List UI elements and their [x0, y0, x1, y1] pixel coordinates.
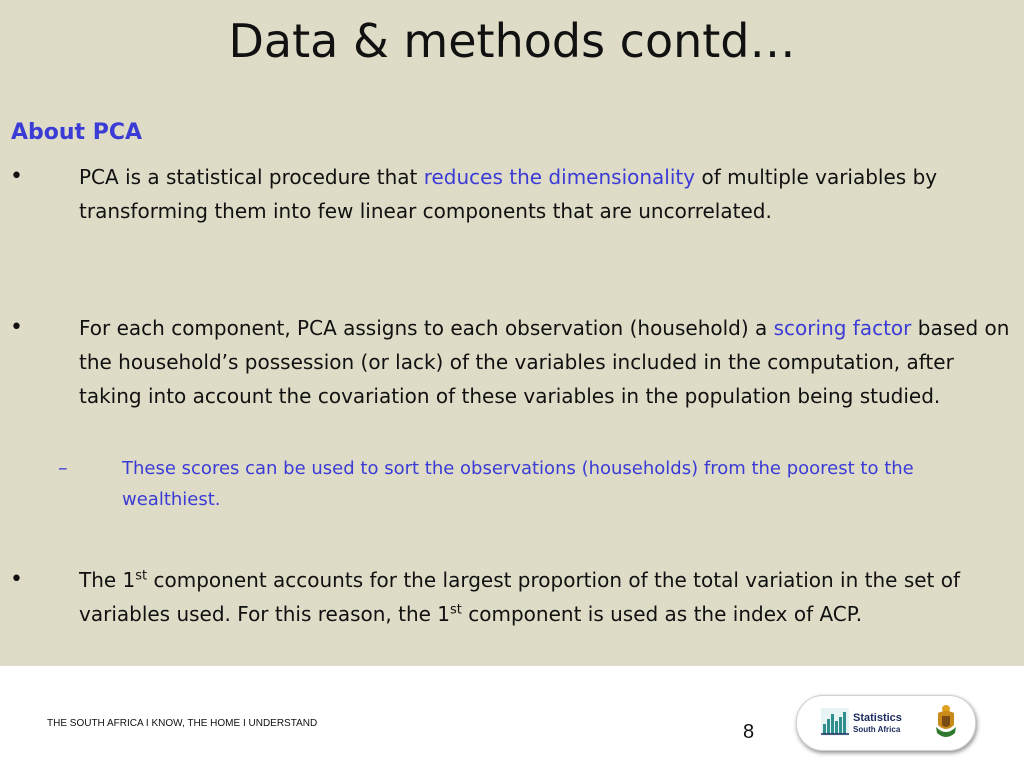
- page-number: 8: [743, 721, 755, 743]
- ordinal-superscript: st: [135, 568, 148, 584]
- bullet-marker: •: [10, 567, 23, 592]
- bullet-marker: •: [10, 164, 23, 189]
- bullet-text-part: based on the household’s possession (or lack) of the variables included in the computation, after taking into account the covariation of these variables in the population being studied.: [79, 316, 1010, 408]
- bullet-first-component: [79, 563, 1014, 631]
- bullet-marker: •: [10, 315, 23, 340]
- ordinal-superscript: st: [450, 602, 462, 618]
- bullet-text-part: PCA is a statistical procedure that: [79, 165, 424, 189]
- highlighted-term: reduces the dimensionality: [423, 165, 696, 189]
- coat-of-arms-icon: [933, 703, 959, 741]
- sub-bullet-text: These scores can be used to sort the observations (households) from the poorest to the wealthiest.: [122, 458, 914, 510]
- stats-sa-logo: [796, 695, 976, 751]
- logo-text-line2: South Africa: [853, 725, 901, 734]
- slide-title: Data & methods contd…: [228, 14, 796, 68]
- footer-slogan: THE SOUTH AFRICA I KNOW, THE HOME I UNDERSTAND: [47, 718, 318, 729]
- bullet-text-part: The 1: [79, 568, 136, 592]
- highlighted-term: scoring factor: [773, 316, 912, 340]
- bullet-text-part: of multiple variables by transforming them into few linear components that are uncorrelated.: [79, 165, 938, 223]
- sub-bullet-marker: –: [58, 457, 68, 479]
- bullet-text-part: For each component, PCA assigns to each observation (household) a: [79, 316, 774, 340]
- bullet-text-part: component is used as the index of ACP.: [461, 602, 863, 626]
- bullet-text-part: component accounts for the largest proportion of the total variation in the set of variables used. For this reason, the 1: [79, 568, 961, 626]
- section-heading: About PCA: [11, 120, 143, 145]
- bullet-pca-definition: [79, 160, 1014, 228]
- bullet-scoring-factor: [79, 311, 1014, 413]
- logo-text-line1: Statistics: [853, 712, 902, 724]
- stats-sa-mark-icon: [821, 708, 849, 736]
